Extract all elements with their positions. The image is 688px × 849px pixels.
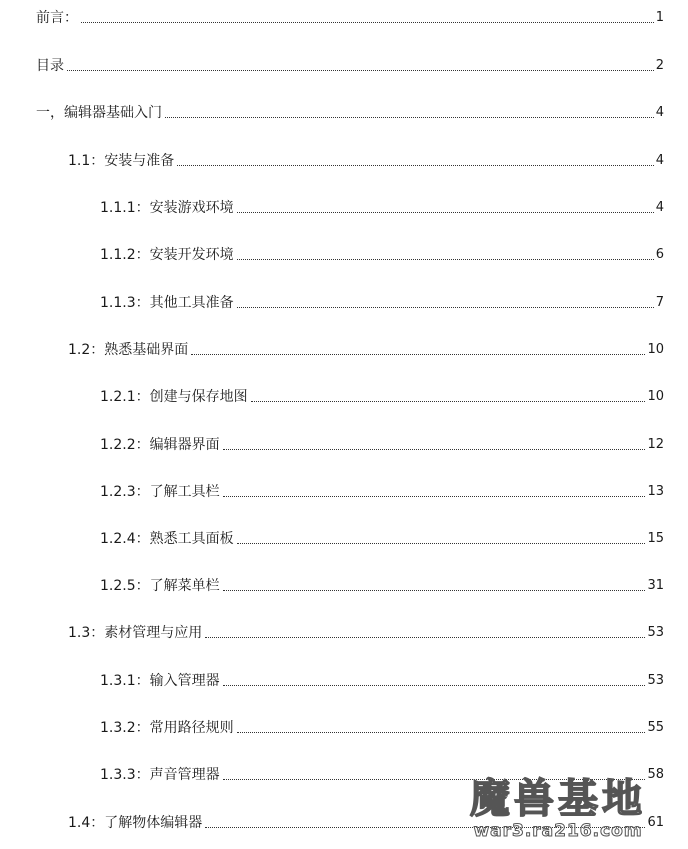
toc-entry-title: 1.3.3：声音管理器 [100,767,220,783]
watermark-logo-text: 魔兽基地 [470,776,646,822]
toc-entry-1-1-2[interactable] [100,246,664,264]
toc-page-number: 4 [655,200,664,215]
toc-page-number: 4 [655,153,664,168]
toc-dot-leader [237,732,646,733]
toc-dot-leader [205,827,645,828]
toc-entry-title: 1.2.5：了解菜单栏 [100,578,220,594]
toc-entry-title: 1.2.4：熟悉工具面板 [100,531,234,547]
toc-dot-leader [223,449,646,450]
toc-dot-leader [177,165,653,166]
toc-dot-leader [191,354,645,355]
toc-page-number: 4 [655,105,664,120]
toc-entry-title: 一，编辑器基础入门 [36,105,162,121]
toc-entry-1-2-2[interactable] [100,436,664,454]
toc-entry-title: 1.1.2：安装开发环境 [100,247,234,263]
toc-dot-leader [223,779,646,780]
toc-page-number: 13 [647,484,664,499]
toc-dot-leader [81,22,654,23]
toc-entry-title: 前言： [36,10,78,26]
toc-entry-1-3-2[interactable] [100,719,664,737]
toc-page-number: 58 [647,767,664,782]
toc-entry-title: 1.3.1：输入管理器 [100,673,220,689]
toc-page-number: 61 [647,815,664,830]
toc-dot-leader [205,637,645,638]
toc-page-number: 10 [647,342,664,357]
toc-entry-title: 1.4：了解物体编辑器 [68,815,203,831]
toc-page-number: 53 [647,625,664,640]
toc-entry-1-1-1[interactable] [100,199,664,217]
toc-page-number: 7 [655,295,664,310]
toc-page-number: 10 [647,389,664,404]
toc-page-number: 2 [655,58,664,73]
toc-dot-leader [251,401,646,402]
toc-page-number: 1 [655,10,664,25]
toc-entry-title: 1.1.1：安装游戏环境 [100,200,234,216]
toc-entry-title: 目录 [36,58,64,74]
toc-entry-1-2-1[interactable] [100,388,664,406]
toc-page-number: 53 [647,673,664,688]
toc-entry-1-3-3[interactable] [100,766,664,784]
toc-entry-contents[interactable] [36,57,664,75]
toc-entry-title: 1.3.2：常用路径规则 [100,720,234,736]
toc-dot-leader [237,307,654,308]
toc-dot-leader [223,685,646,686]
toc-page-number: 6 [655,247,664,262]
toc-entry-title: 1.1：安装与准备 [68,153,175,169]
toc-entry-1-2-5[interactable] [100,577,664,595]
watermark-url-text: war3.ra216.com [473,821,643,841]
toc-entry-title: 1.3：素材管理与应用 [68,625,203,641]
toc-entry-title: 1.1.3：其他工具准备 [100,295,234,311]
toc-entry-1-3[interactable] [68,624,664,642]
toc-dot-leader [67,70,654,71]
toc-entry-1-4[interactable] [68,814,664,832]
toc-entry-title: 1.2：熟悉基础界面 [68,342,189,358]
toc-dot-leader [237,259,654,260]
toc-entry-title: 1.2.3：了解工具栏 [100,484,220,500]
toc-entry-preface[interactable] [36,9,664,27]
toc-entry-title: 1.2.1：创建与保存地图 [100,389,248,405]
toc-dot-leader [237,543,646,544]
toc-page-number: 55 [647,720,664,735]
toc-page-number: 31 [647,578,664,593]
toc-entry-1-2-3[interactable] [100,483,664,501]
toc-entry-1-2[interactable] [68,341,664,359]
toc-dot-leader [223,496,646,497]
toc-entry-1-1[interactable] [68,152,664,170]
toc-entry-1-1-3[interactable] [100,294,664,312]
toc-entry-chapter-1[interactable] [36,104,664,122]
toc-entry-1-3-1[interactable] [100,672,664,690]
toc-page-number: 15 [647,531,664,546]
toc-page-number: 12 [647,437,664,452]
toc-entry-1-2-4[interactable] [100,530,664,548]
toc-entry-title: 1.2.2：编辑器界面 [100,437,220,453]
toc-dot-leader [165,117,654,118]
toc-dot-leader [237,212,654,213]
toc-dot-leader [223,590,646,591]
